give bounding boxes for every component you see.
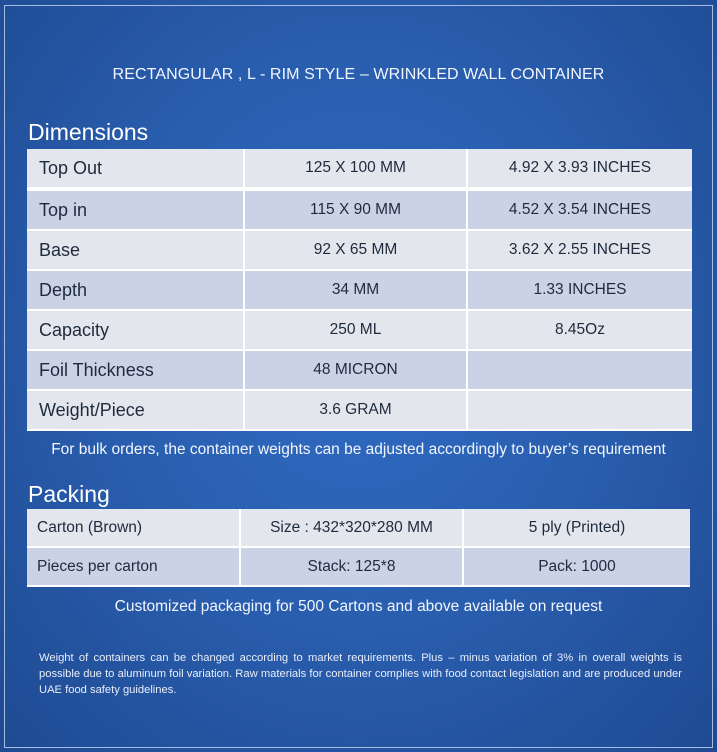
metric-value: 34 MM — [244, 270, 467, 310]
page-title: RECTANGULAR , L - RIM STYLE – WRINKLED WALL CONTAINER — [112, 66, 605, 83]
row-label: Weight/Piece — [27, 390, 244, 430]
bulk-order-note: For bulk orders, the container weights can be adjusted accordingly to buyer’s requirement — [51, 441, 666, 458]
packing-table — [27, 509, 690, 587]
packing-heading: Packing — [28, 481, 110, 507]
packing-detail: 5 ply (Printed) — [463, 509, 690, 547]
table-row — [27, 230, 692, 270]
row-label: Foil Thickness — [27, 350, 244, 390]
row-label: Capacity — [27, 310, 244, 350]
disclaimer-text: Weight of containers can be changed according to market requirements. Plus – minus variation of 3% in overall weights is possible due to aluminum foil variation. Raw materials for container complies with food contact legislation and are produced under UAE food safety guidelines. — [39, 652, 682, 696]
dimensions-table — [27, 149, 692, 431]
imperial-value: 1.33 INCHES — [467, 270, 692, 310]
imperial-value — [467, 390, 692, 430]
table-row — [27, 270, 692, 310]
imperial-value: 4.52 X 3.54 INCHES — [467, 189, 692, 230]
packing-detail: Stack: 125*8 — [240, 547, 463, 586]
metric-value: 115 X 90 MM — [244, 189, 467, 230]
table-row — [27, 310, 692, 350]
imperial-value — [467, 350, 692, 390]
metric-value: 250 ML — [244, 310, 467, 350]
table-row — [27, 390, 692, 430]
row-label: Depth — [27, 270, 244, 310]
row-label: Top Out — [27, 149, 244, 189]
metric-value: 125 X 100 MM — [244, 149, 467, 189]
metric-value: 48 MICRON — [244, 350, 467, 390]
row-label: Top in — [27, 189, 244, 230]
table-row — [27, 547, 690, 586]
custom-packaging-note: Customized packaging for 500 Cartons and above available on request — [114, 598, 603, 615]
table-row — [27, 509, 690, 547]
table-row — [27, 350, 692, 390]
imperial-value: 3.62 X 2.55 INCHES — [467, 230, 692, 270]
imperial-value: 4.92 X 3.93 INCHES — [467, 149, 692, 189]
packing-detail: Size : 432*320*280 MM — [240, 509, 463, 547]
row-label: Pieces per carton — [27, 547, 240, 586]
row-label: Base — [27, 230, 244, 270]
row-label: Carton (Brown) — [27, 509, 240, 547]
packing-detail: Pack: 1000 — [463, 547, 690, 586]
table-row — [27, 189, 692, 230]
table-row — [27, 149, 692, 189]
metric-value: 92 X 65 MM — [244, 230, 467, 270]
imperial-value: 8.45Oz — [467, 310, 692, 350]
dimensions-heading: Dimensions — [28, 119, 149, 145]
metric-value: 3.6 GRAM — [244, 390, 467, 430]
